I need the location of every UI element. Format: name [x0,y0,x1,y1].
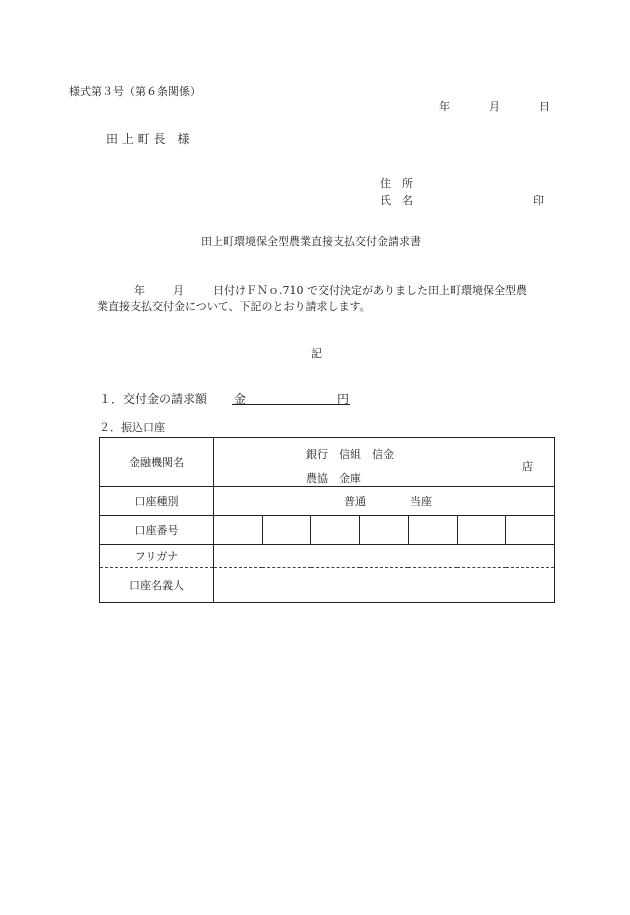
date-day: 日 [539,100,550,113]
account-number-label: 口座番号 [100,516,214,545]
date-month: 月 [489,100,500,113]
account-type-label: 口座種別 [100,487,214,516]
addressee: 田 上 町 長 様 [106,132,190,146]
form-number: 様式第３号（第６条関係） [69,85,201,98]
address-label: 住 所 [380,177,413,190]
account-number-digit[interactable] [506,516,555,545]
body-line1: 日付けＦＮｏ.710 で交付決定がありました田上町環境保全型農 [213,284,527,297]
bank-options-1: 銀行 信組 信金 [306,448,394,461]
account-holder-field[interactable] [214,568,555,603]
furigana-label: フリガナ [100,545,214,568]
bank-name-field[interactable] [214,438,555,487]
body-line2: 業直接支払交付金について、下記のとおり請求します。 [97,300,371,313]
section2-label: ２．振込口座 [99,421,165,434]
account-number-digit[interactable] [214,516,263,545]
section1-label: １．交付金の請求額 [99,392,208,406]
bank-label: 金融機関名 [100,438,214,487]
bank-options-2: 農協 金庫 [306,472,361,485]
account-number-digit[interactable] [311,516,360,545]
account-holder-label: 口座名義人 [100,568,214,603]
account-type-options[interactable]: 普通 当座 [214,487,555,516]
amount-underline[interactable] [232,404,350,405]
account-number-digit[interactable] [457,516,506,545]
ki-mark: 記 [311,347,322,360]
amount-en: 円 [337,392,350,406]
furigana-field[interactable] [214,545,555,568]
amount-kin: 金 [234,392,247,406]
body-year: 年 [134,284,145,297]
date-year: 年 [439,100,450,113]
account-number-digit[interactable] [408,516,457,545]
name-label: 氏 名 [380,194,413,207]
account-number-digit[interactable] [262,516,311,545]
document-title: 田上町環境保全型農業直接支払交付金請求書 [201,235,421,248]
seal-mark: 印 [533,194,544,207]
body-month: 月 [173,284,184,297]
branch-suffix: 店 [522,460,533,473]
bank-account-table [99,437,555,603]
account-number-digit[interactable] [360,516,409,545]
